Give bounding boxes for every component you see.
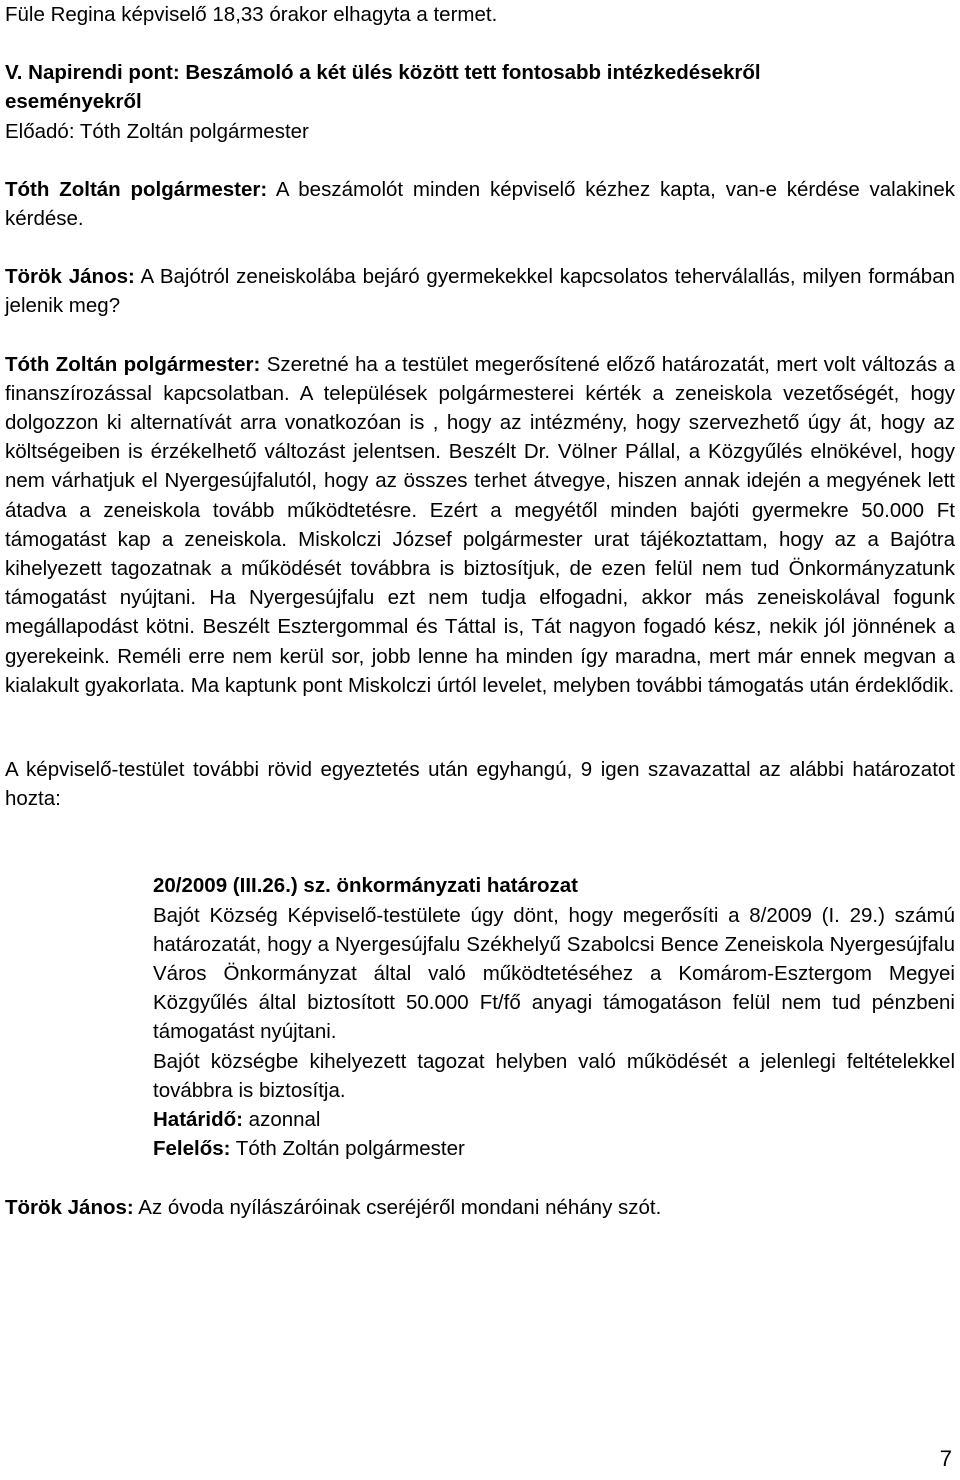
intro-line: Füle Regina képviselő 18,33 órakor elhagyta a termet.	[5, 3, 498, 26]
spacer	[5, 1164, 955, 1193]
speaker-name: Török János:	[5, 265, 135, 289]
resolution-body-1: Bajót Község Képviselő-testülete úgy dönt, hogy megerősíti a 8/2009 (I. 29.) számú határozatát, hogy a Nyergesújfalu Székhelyű Szabolcsi Bence Zeneiskola Nyergesújfalu Város Önkormányzat által való működtetéséhez a Komárom-Esztergom Megyei Közgyűlés által biztosított 50.000 Ft/fő anyagi támogatáson felül nem tud pénzbeni támogatást nyújtani.	[153, 903, 955, 1044]
vote-paragraph: A képviselő-testület további rövid egyeztetés után egyhangú, 9 igen szavazattal az alábbi határozatot hozta:	[5, 758, 955, 811]
agenda-title-line1: V. Napirendi pont: Beszámoló a két ülés között tett fontosabb intézkedésekről	[5, 61, 761, 85]
speech-text: A Bajótról zeneiskolába bejáró gyermekekkel kapcsolatos teherválallás, milyen formában jelenik meg?	[5, 265, 955, 318]
spacer	[5, 700, 955, 755]
speaker-name: Török János:	[5, 1195, 134, 1219]
speech-text: Az óvoda nyílászáróinak cseréjéről mondani néhány szót.	[133, 1195, 662, 1219]
spacer	[5, 321, 955, 350]
responsible-value: Tóth Zoltán polgármester	[230, 1137, 465, 1161]
resolution-deadline	[153, 1105, 955, 1134]
speech-text: A beszámolót minden képviselő kézhez kapta, van-e kérdése valakinek kérdése.	[5, 177, 955, 231]
document-page	[5, 0, 955, 1222]
resolution-responsible	[153, 1134, 955, 1163]
speech-text: Szeretné ha a testület megerősítené előző határozatát, mert volt változás a finanszírozással kapcsolatban. A települések polgármesterei kérték a zeneiskola vezetőségét, hogy dolgozzon ki alternatívát arra vonatkozóan is , hogy az intézmény, hogy szervezhető úgy át, hogy az költségeiben is érzékelhető változást jelentsen. Beszélt Dr. Völner Pállal, a Közgyűlés elnökével, hogy nem várhatjuk el Nyergesújfalutól, hogy az összes terhet átvegye, hiszen annak idején a megyének lett átadva a zeneiskola tovább működtetésre. Ezért a megyétől minden bajóti gyermekre 50.000 Ft támogatást kap a zeneiskola. Miskolczi József polgármester urat tájékoztattam, hogy az a Bajótra kihelyezett tagozatnak a működését továbbra is biztosítjuk, de ezen felül nem tud Önkormányzatunk támogatást nyújtani. Ha Nyergesújfalu ezt nem tudja elfogadni, akkor más zeneiskolával fogunk megállapodást kötni. Beszélt Esztergommal és Táttal is, Tát nagyon fogadó kész, nekik jól jönnének a gyerekeink. Reméli erre nem kerül sor, jobb lenne ha minden így maradna, mert már ennek megvan a kialakult gyakorlata. Ma kaptunk pont Miskolczi úrtól levelet, melyben további támogatás után érdeklődik.	[5, 352, 955, 697]
deadline-label: Határidő:	[153, 1108, 243, 1132]
spacer	[5, 813, 955, 871]
speech-paragraph-2	[5, 262, 955, 320]
responsible-label: Felelős:	[153, 1137, 231, 1161]
agenda-presenter: Előadó: Tóth Zoltán polgármester	[5, 119, 309, 143]
spacer	[5, 29, 955, 58]
speech-paragraph-4	[5, 1193, 955, 1222]
spacer	[5, 233, 955, 262]
speaker-name: Tóth Zoltán polgármester:	[5, 177, 268, 201]
spacer	[5, 146, 955, 175]
agenda-title-line2: eseményekről	[5, 90, 142, 114]
speech-paragraph-1	[5, 175, 955, 233]
page-number: 7	[939, 1446, 952, 1471]
resolution-title: 20/2009 (III.26.) sz. önkormányzati határozat	[153, 874, 578, 898]
deadline-value: azonnal	[242, 1108, 321, 1132]
speaker-name: Tóth Zoltán polgármester:	[5, 352, 261, 376]
speech-paragraph-3	[5, 350, 955, 700]
resolution-body-2: Bajót községbe kihelyezett tagozat helyben való működését a jelenlegi feltételekkel továbbra is biztosítja.	[153, 1049, 955, 1102]
resolution-block	[153, 871, 955, 1163]
